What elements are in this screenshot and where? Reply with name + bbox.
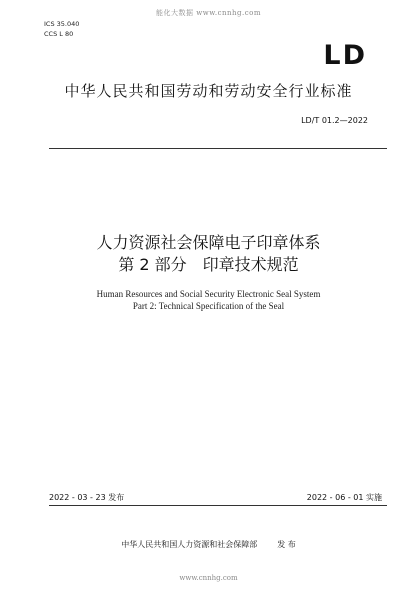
title-english-line1: Human Resources and Social Security Electronic Seal System xyxy=(96,289,321,299)
watermark-bottom: www.cnnhg.com xyxy=(179,574,238,582)
ics-code: ICS 35.040 xyxy=(44,20,80,28)
watermark-top: 能化大数据 www.cnnhg.com xyxy=(155,9,262,17)
title-part-number: 第 2 部分 xyxy=(118,255,187,274)
issue-date: 2022 - 03 - 23 发布 xyxy=(49,493,125,502)
title-chinese-line2 xyxy=(0,252,417,275)
publisher-action: 发 布 xyxy=(277,540,296,549)
title-part-subject: 印章技术规范 xyxy=(202,255,299,274)
publisher-line xyxy=(0,539,417,550)
publisher-name: 中华人民共和国人力资源和社会保障部 xyxy=(121,540,258,549)
ccs-code: CCS L 80 xyxy=(44,30,74,38)
header-divider xyxy=(49,148,387,149)
standard-number: LD/T 01.2—2022 xyxy=(301,116,368,125)
title-chinese-line1: 人力资源社会保障电子印章体系 xyxy=(96,233,321,252)
footer-divider xyxy=(49,505,387,506)
implementation-date: 2022 - 06 - 01 实施 xyxy=(306,493,382,502)
standard-logo: LD xyxy=(323,40,367,71)
standard-category: 中华人民共和国劳动和劳动安全行业标准 xyxy=(64,82,353,100)
title-english-line2: Part 2: Technical Specification of the Seal xyxy=(132,301,285,311)
